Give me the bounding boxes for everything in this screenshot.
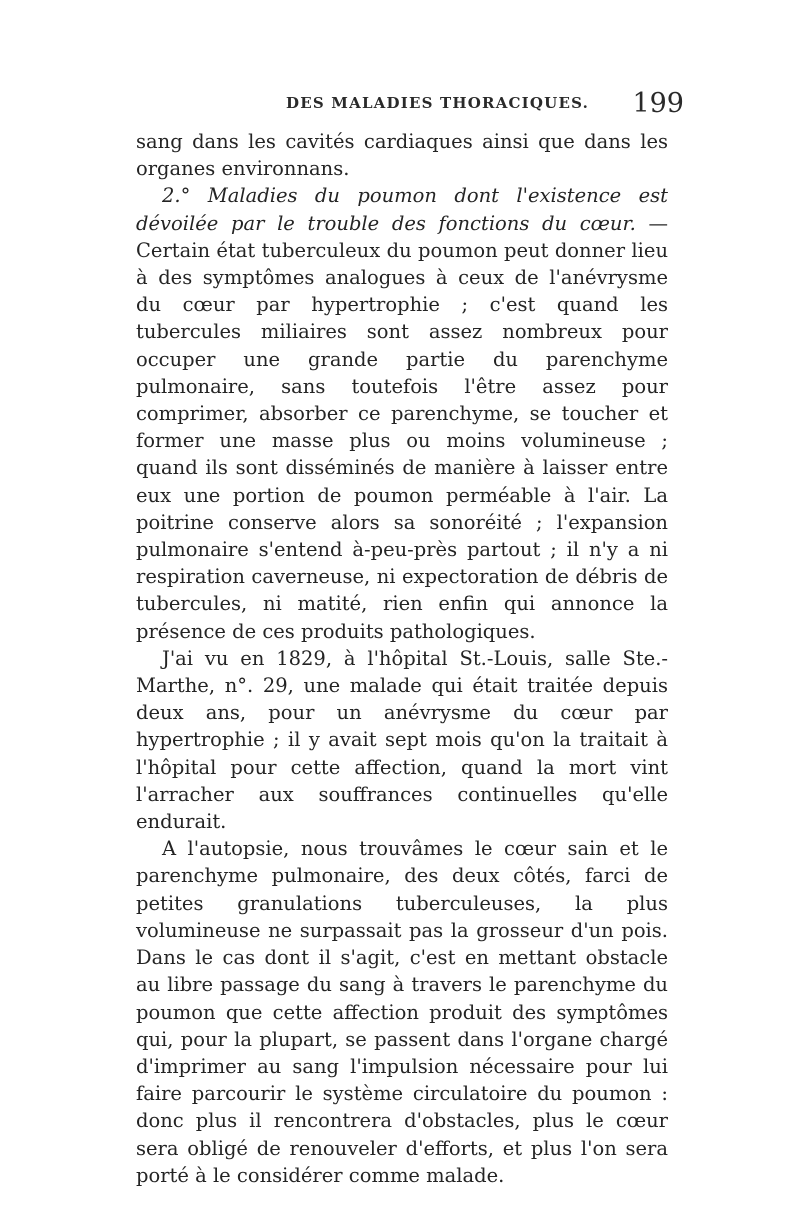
page-number: 199 xyxy=(632,88,684,119)
paragraph-continuation: sang dans les cavités cardiaques ainsi que dans les organes environnans. xyxy=(136,130,668,181)
section-heading: 2.° Maladies du poumon dont l'existence est dévoilée par le trouble des fonctions du cœur. xyxy=(136,184,668,235)
body-text xyxy=(136,128,668,1189)
paragraph-autopsy: A l'autopsie, nous trouvâmes le cœur sain et le parenchyme pulmonaire, des deux côtés, farci de petites granulations tuberculeuses, la plus volumineuse ne surpassait pas la grosseur d'un pois. Dans le cas dont il s'agit, c'est en mettant obstacle au libre passage du sang à travers le parenchyme du poumon que cette affection produit des symptômes qui, pour la plupart, se passent dans l'organe chargé d'imprimer au sang l'impulsion nécessaire pour lui faire parcourir le système circulatoire du poumon : donc plus il rencontrera d'obstacles, plus le cœur sera obligé de renouveler d'efforts, et plus l'on sera porté à le considérer comme malade. xyxy=(136,837,668,1187)
running-head xyxy=(136,88,684,128)
paragraph-section-2 xyxy=(136,182,668,644)
paragraph-case: J'ai vu en 1829, à l'hôpital St.-Louis, salle Ste.-Marthe, n°. 29, une malade qui était traitée depuis deux ans, pour un anévrysme du cœur par hypertrophie ; il y avait sept mois qu'on la traitait à l'hôpital pour cette affection, quand la mort vint l'arracher aux souffrances continuelles qu'elle endurait. xyxy=(136,646,668,834)
section-text: — Certain état tuberculeux du poumon peut donner lieu à des symptômes analogues à ceux de l'anévrysme du cœur par hypertrophie ; c'est quand les tubercules miliaires sont assez nombreux pour occuper une grande partie du parenchyme pulmonaire, sans toutefois l'être assez pour comprimer, absorber ce parenchyme, se toucher et former une masse plus ou moins volumineuse ; quand ils sont disséminés de manière à laisser entre eux une portion de poumon perméable à l'air. La poitrine conserve alors sa sonoréité ; l'expansion pulmonaire s'entend à-peu-près partout ; il n'y a ni respiration caverneuse, ni expectoration de débris de tubercules, ni matité, rien enfin qui annonce la présence de ces produits pathologiques. xyxy=(136,211,668,643)
running-title: DES MALADIES THORACIQUES. xyxy=(286,94,589,112)
